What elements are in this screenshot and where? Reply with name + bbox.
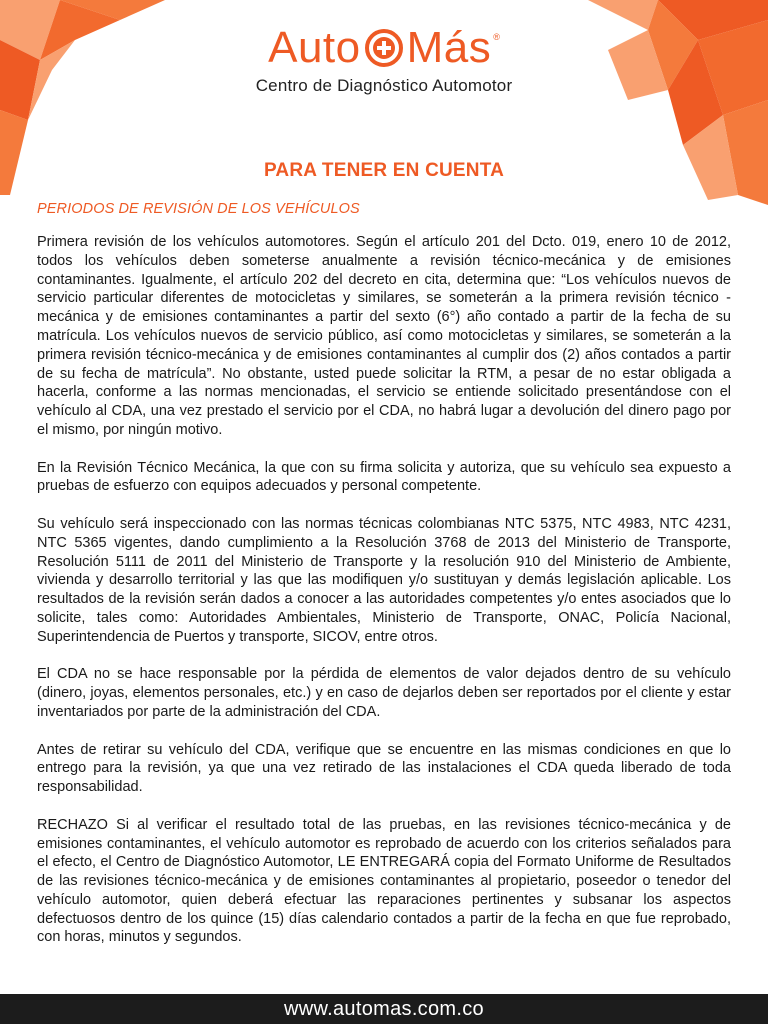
section-subtitle: PERIODOS DE REVISIÓN DE LOS VEHÍCULOS bbox=[37, 201, 360, 217]
logo-word-mas: Más bbox=[406, 23, 492, 72]
paragraph-retiro-vehiculo: Antes de retirar su vehículo del CDA, verifique que se encuentre en las mismas condiciones en que lo entrego para la revisión, ya que una vez retirado de las instalaciones el CDA queda liberado de toda responsabilidad. bbox=[37, 741, 731, 796]
brand-logo bbox=[0, 22, 768, 74]
paragraph-responsabilidad-objetos: El CDA no se hace responsable por la pérdida de elementos de valor dejados dentro de su vehículo (dinero, joyas, elementos personales, etc.) y en caso de dejarlos deben ser reportados por el cliente y estar inventariados por parte de la administración del CDA. bbox=[37, 666, 731, 720]
paragraph-normas-tecnicas: Su vehículo será inspeccionado con las normas técnicas colombianas NTC 5375, NTC 4983, NTC 4231, NTC 5365 vigentes, dando cumplimiento a la Resolución 3768 de 2013 del Ministerio de Transporte, Resolución 5111 de 2011 del Ministerio de Transporte y la resolución 910 del Ministerio de Ambiente, vivienda y desarrollo territorial y las que las modifiquen y/o sustituyan y demás legislación aplicable. Los resultados de la revisión serán dados a conocer a las autoridades competentes y/o entes asociados que lo solicite, tales como: Autoridades Ambientales, Ministerio de Transporte, ONAC, Policía Nacional, Superintendencia de Puertos y transporte, SICOV, entre otros. bbox=[37, 515, 731, 645]
paragraph-rechazo: RECHAZO Si al verificar el resultado total de las pruebas, en las revisiones técnico-mecánica y de emisiones contaminantes, el vehículo automotor es reprobado de acuerdo con los criterios señalados para el efecto, el Centro de Diagnóstico Automotor, LE ENTREGARÁ copia del Formato Uniforme de Resultados de las revisiones técnico-mecánica y de emisiones contaminantes al propietario, poseedor o tenedor del vehículo automotor, quien deberá efectuar las reparaciones pertinentes y subsanar los aspectos defectuosos dentro de los quince (15) días calendario contados a partir de la fecha en que fue reprobado, con horas, minutos y segundos. bbox=[37, 816, 731, 946]
steering-wheel-plus-icon bbox=[364, 28, 404, 68]
document-body bbox=[37, 201, 731, 966]
paragraph-revision-tecnico-mecanica: En la Revisión Técnico Mecánica, la que con su firma solicita y autoriza, que su vehículo sea expuesto a pruebas de esfuerzo con equipos adecuados y personal competente. bbox=[37, 459, 731, 495]
paragraph-primera-revision: Primera revisión de los vehículos automotores. Según el artículo 201 del Dcto. 019, enero 10 de 2012, todos los vehículos deben someterse anualmente a revisión técnico-mecánica y de emisiones contaminantes. Igualmente, el artículo 202 del decreto en cita, determina que: “Los vehículos nuevos de servicio particular diferentes de motocicletas y similares, se someterán a la primera revisión técnico - mecánica y de emisiones contaminantes a partir del sexto (6°) año contado a partir de la fecha de su matrícula. Los vehículos nuevos de servicio público, así como motocicletas y similares, se someterán a la primera revisión técnico-mecánica y de emisiones contaminantes al cumplir dos (2) años contados a partir de su fecha de matrícula”. No obstante, usted puede solicitar la RTM, a pesar de no estar obligada a hacerla, conforme a las normas mencionadas, el servicio se entiende solicitado presentándose con el vehículo al CDA, una vez prestado el servicio por el CDA, no habrá lugar a devolución del dinero pago por el mismo, por ningún motivo. bbox=[37, 234, 731, 438]
logo-word-auto: Auto bbox=[268, 23, 361, 72]
brand-header bbox=[0, 22, 768, 96]
page-title: PARA TENER EN CUENTA bbox=[263, 160, 505, 181]
registered-mark: ® bbox=[493, 32, 500, 42]
logo-tagline: Centro de Diagnóstico Automotor bbox=[255, 76, 513, 95]
footer-website[interactable]: www.automas.com.co bbox=[0, 994, 768, 1024]
